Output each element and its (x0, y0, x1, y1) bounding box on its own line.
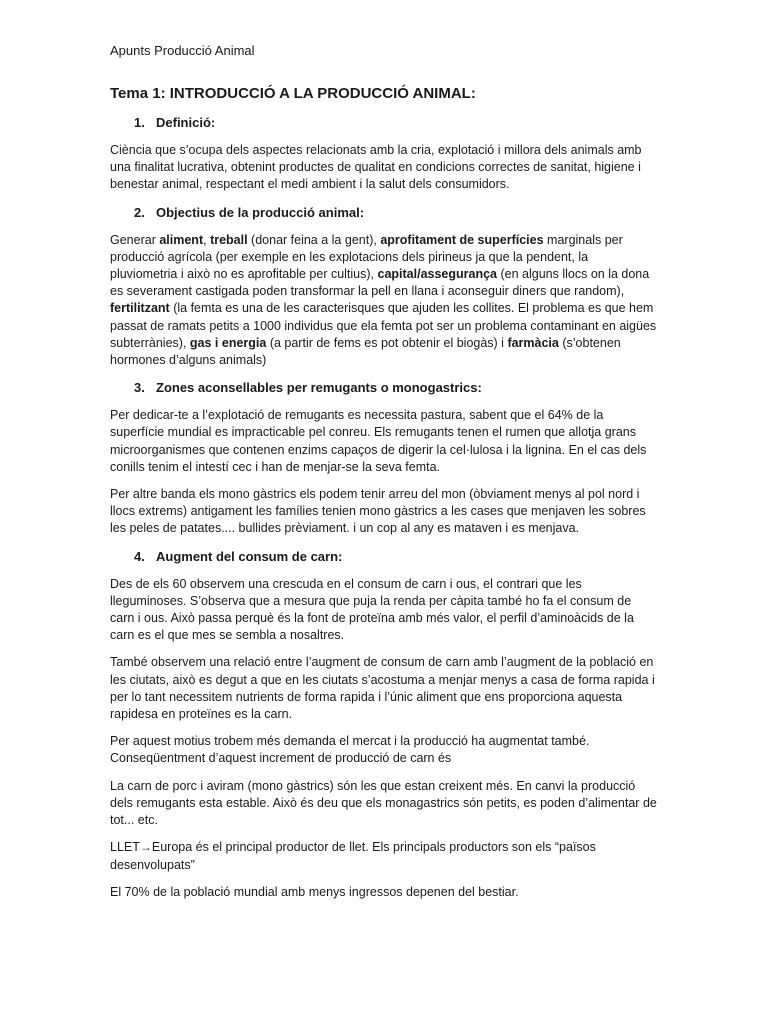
section-number: 4. (134, 548, 145, 564)
paragraph-demanda: Per aquest motius trobem més demanda el mercat i la producció ha augmentat també. Conseqüentment d’aquest increment de producció de carn és (110, 734, 590, 766)
section-heading-augment (110, 548, 658, 566)
paragraph-remugants: Per dedicar-te a l’explotació de remugants es necessita pastura, sabent que el 64% de la superfície mundial es impracticable pel conreu. Els remugants tenen el rumen que allotja grans microorganismes que contenen enzims capaços de digerir la cel·lulosa i la lignina. En el cas dels conills tenim el intestí cec i han de menjar-se la seva femta. (110, 408, 647, 474)
llet-text: Europa és el principal productor de llet. Els principals productors son els “països desenvolupats” (110, 840, 596, 872)
text-run: (s’obtenen hormones d’alguns animals) (110, 335, 621, 368)
text-run: (la femta es una de les caracterisques que ajuden les collites. El problema es que hem passat de ramats petits a 1000 individus que ela femta pot ser un problema contaminant en aigües subterrànies), (110, 301, 657, 350)
bold-term-gas-energia: gas i energia (189, 335, 267, 350)
document-title: Tema 1: INTRODUCCIÓ A LA PRODUCCIÓ ANIMAL: (110, 85, 476, 102)
text-run: (en alguns llocs on la dona es severament castigada poden transformar la pell en llana i aconseguir diners que random), (110, 267, 650, 299)
text-run: Generar (110, 232, 160, 247)
text-run: marginals per producció agrícola (per exemple en les explotacions dels pirineus ja que la pendent, la pluviometria i això no es aprofitable per cultius), (110, 232, 623, 282)
section-title: Augment del consum de carn: (156, 548, 343, 564)
bold-term-aprofitament: aprofitament de superfícies (380, 232, 544, 247)
section-heading-zones (110, 379, 658, 397)
section-number: 1. (134, 115, 145, 130)
bold-term-farmacia: farmàcia (507, 335, 559, 350)
section-number: 3. (134, 380, 145, 396)
section-number: 2. (134, 204, 145, 220)
paragraph-monogastrics: Per altre banda els mono gàstrics els podem tenir arreu del mon (òbviament menys al pol nord i llocs extrems) antigament les famílies tenien mono gàstrics a les cases que menjaven les sobres les peles de patates.... bullides prèviament. i un cop al any es mataven i es menjava. (110, 487, 646, 536)
paragraph-final: El 70% de la població mundial amb menys ingressos depenen del bestiar. (110, 884, 519, 899)
section-title: Zones aconsellables per remugants o monogastrics: (156, 380, 482, 396)
section-heading-definicio (110, 114, 658, 132)
paragraph-consum-carn: Des de els 60 observem una crescuda en el consum de carn i ous, el contrari que les lleguminoses. S’observa que a mesura que puja la renda per càpita també ho fa el consum de carn i ous. Això passa perquè és la font de proteïna amb més valor, el perfil d’aminoàcids de la carn es el que mes se sembla a nosaltres. (110, 576, 634, 643)
page-header: Apunts Producció Animal (110, 43, 255, 58)
paragraph-objectius (110, 232, 658, 370)
paragraph-llet (110, 839, 658, 873)
bold-term-capital: capital/assegurança (377, 267, 498, 282)
llet-label: LLET (110, 840, 140, 855)
section-title: Objectius de la producció animal: (156, 204, 365, 220)
document-page (110, 42, 658, 911)
bold-term-fertilitzant: fertilitzant (110, 301, 170, 316)
text-run: , (203, 232, 211, 247)
bold-term-aliment: aliment (159, 232, 204, 247)
bold-term-treball: treball (210, 232, 248, 247)
section-title: Definició: (156, 115, 216, 130)
paragraph-ciutats: També observem una relació entre l’augment de consum de carn amb l’augment de la població en les ciutats, això es degut a que en les ciutats s’acostuma a menjar menys a casa de forma rapida i per lo tant necessitem nutrients de forma rapida i l’únic aliment que ens proporciona aquesta rapidesa en proteïnes es la carn. (110, 655, 655, 722)
paragraph-porc-aviram: La carn de porc i aviram (mono gàstrics) són les que estan creixent més. En canvi la producció dels remugants esta estable. Això és deu que els monagastrics són petits, es poden d’alimentar de tot... etc. (110, 778, 657, 828)
paragraph-definicio: Ciència que s’ocupa dels aspectes relacionats amb la cria, explotació i millora dels animals amb una finalitat lucrativa, obtenint productes de qualitat en condicions correctes de sanitat, higiene i benestar animal, respectant el medi ambient i la salut dels consumidors. (110, 143, 642, 192)
section-heading-objectius (110, 204, 658, 222)
text-run: (a partir de fems es pot obtenir el biogàs) i (266, 335, 508, 350)
text-run: (donar feina a la gent), (247, 232, 381, 247)
arrow-right-icon: → (139, 840, 152, 855)
